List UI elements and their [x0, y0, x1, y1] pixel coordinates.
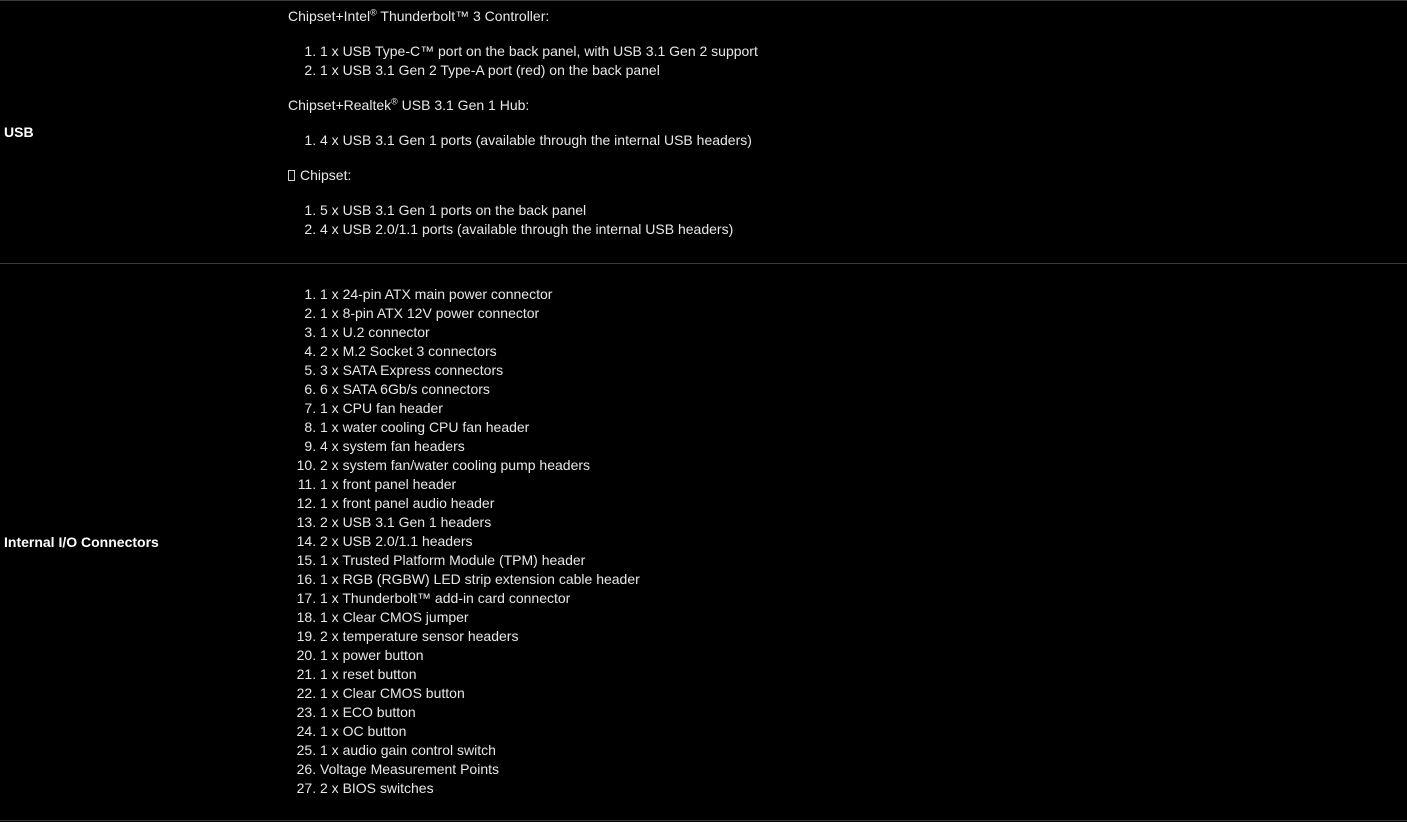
- usb-list-thunderbolt: [288, 42, 1407, 80]
- usb-group-heading-realtek: Chipset+Realtek® USB 3.1 Gen 1 Hub:: [288, 96, 530, 113]
- list-item: 13. 2 x USB 3.1 Gen 1 headers: [320, 513, 1407, 532]
- usb-list-chipset: [288, 201, 1407, 239]
- list-item: 4. 2 x M.2 Socket 3 connectors: [320, 342, 1407, 361]
- list-item: 10. 2 x system fan/water cooling pump headers: [320, 456, 1407, 475]
- list-item: 2. 1 x USB 3.1 Gen 2 Type-A port (red) on the back panel: [320, 61, 1407, 80]
- list-item: 11. 1 x front panel header: [320, 475, 1407, 494]
- list-item: 12. 1 x front panel audio header: [320, 494, 1407, 513]
- list-item: 24. 1 x OC button: [320, 722, 1407, 741]
- usb-group-heading-chipset: Chipset:: [288, 166, 1407, 185]
- list-item: 1. 1 x 24-pin ATX main power connector: [320, 285, 1407, 304]
- spec-label-usb: USB: [4, 124, 34, 140]
- spec-row-internal-io: [0, 264, 1407, 821]
- internal-io-list: [288, 285, 1407, 798]
- list-item: 15. 1 x Trusted Platform Module (TPM) header: [320, 551, 1407, 570]
- list-item: 17. 1 x Thunderbolt™ add-in card connector: [320, 589, 1407, 608]
- missing-glyph-icon: [288, 170, 295, 181]
- usb-group-heading-thunderbolt: Chipset+Intel® Thunderbolt™ 3 Controller:: [288, 7, 550, 24]
- list-item: 1. 5 x USB 3.1 Gen 1 ports on the back panel: [320, 201, 1407, 220]
- list-item: 22. 1 x Clear CMOS button: [320, 684, 1407, 703]
- list-item: 5. 3 x SATA Express connectors: [320, 361, 1407, 380]
- list-item: 1. 4 x USB 3.1 Gen 1 ports (available through the internal USB headers): [320, 131, 1407, 150]
- list-item: 25. 1 x audio gain control switch: [320, 741, 1407, 760]
- spec-label-internal-io: Internal I/O Connectors: [4, 534, 159, 550]
- list-item: 26. Voltage Measurement Points: [320, 760, 1407, 779]
- list-item: 8. 1 x water cooling CPU fan header: [320, 418, 1407, 437]
- list-item: 16. 1 x RGB (RGBW) LED strip extension cable header: [320, 570, 1407, 589]
- list-item: 18. 1 x Clear CMOS jumper: [320, 608, 1407, 627]
- list-item: 23. 1 x ECO button: [320, 703, 1407, 722]
- list-item: 20. 1 x power button: [320, 646, 1407, 665]
- usb-list-realtek: [288, 131, 1407, 150]
- list-item: 7. 1 x CPU fan header: [320, 399, 1407, 418]
- list-item: 14. 2 x USB 2.0/1.1 headers: [320, 532, 1407, 551]
- list-item: 1. 1 x USB Type-C™ port on the back panel, with USB 3.1 Gen 2 support: [320, 42, 1407, 61]
- spec-value-usb: [284, 1, 1407, 264]
- list-item: 21. 1 x reset button: [320, 665, 1407, 684]
- list-item: 3. 1 x U.2 connector: [320, 323, 1407, 342]
- list-item: 6. 6 x SATA 6Gb/s connectors: [320, 380, 1407, 399]
- spec-value-internal-io: [284, 264, 1407, 821]
- list-item: 27. 2 x BIOS switches: [320, 779, 1407, 798]
- list-item: 2. 4 x USB 2.0/1.1 ports (available through the internal USB headers): [320, 220, 1407, 239]
- list-item: 9. 4 x system fan headers: [320, 437, 1407, 456]
- spec-row-usb: [0, 1, 1407, 264]
- list-item: 2. 1 x 8-pin ATX 12V power connector: [320, 304, 1407, 323]
- list-item: 19. 2 x temperature sensor headers: [320, 627, 1407, 646]
